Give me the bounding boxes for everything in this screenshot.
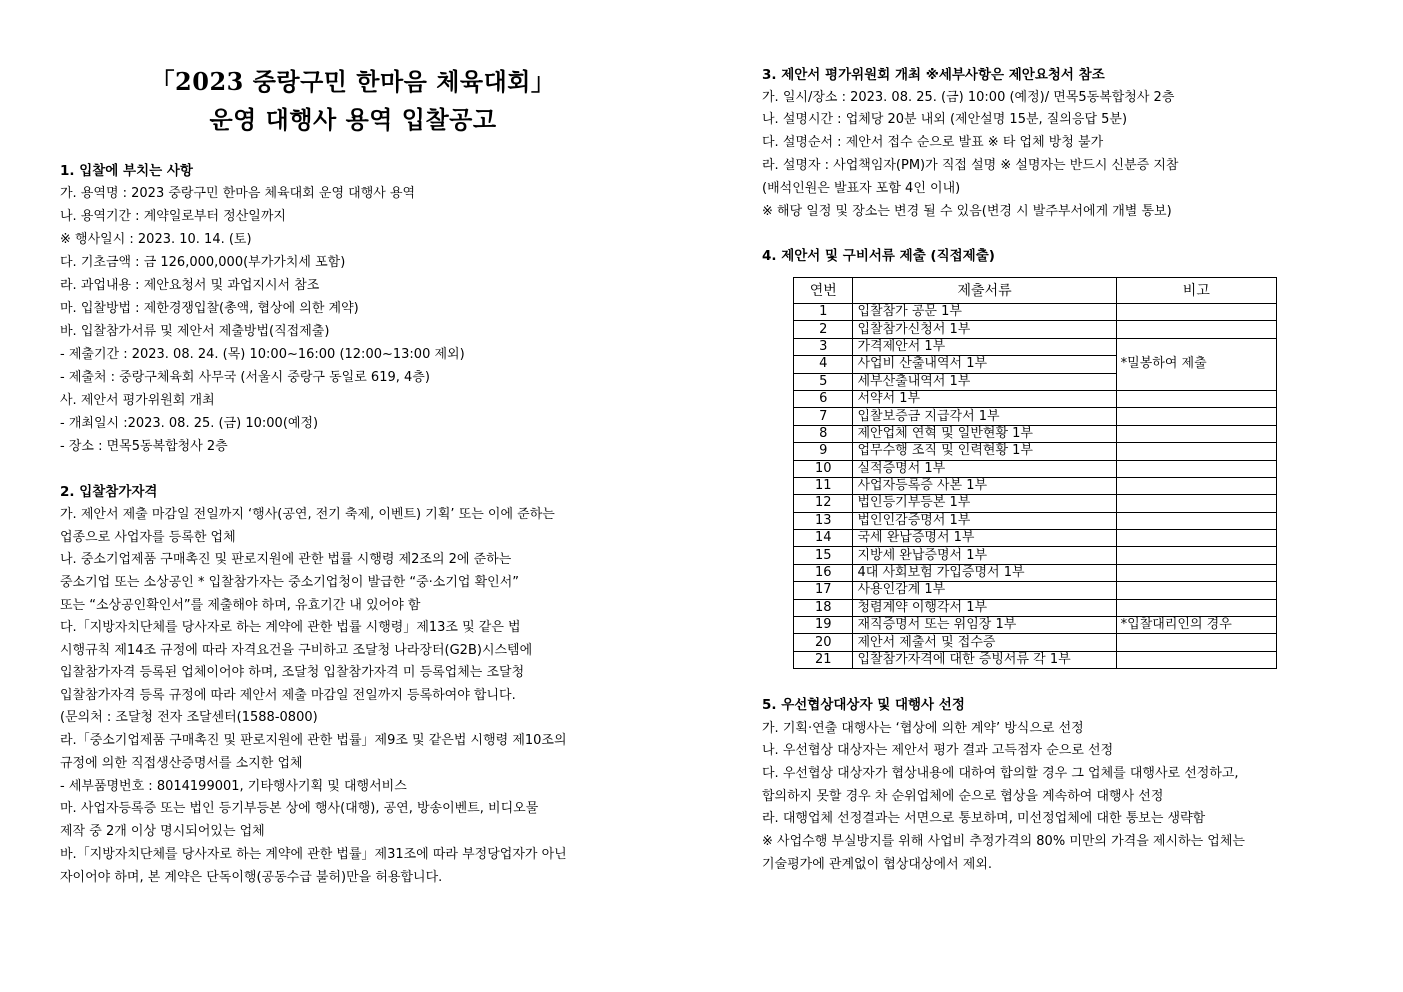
right-text-line: 가. 일시/장소 : 2023. 08. 25. (금) 10:00 (예정)/ 면목5동복합청사 2층: [762, 90, 1175, 105]
row-number: 14: [794, 530, 853, 547]
row-note: [1116, 564, 1276, 581]
table-row: [794, 495, 1277, 512]
left-text-line: 입찰참가자격 등록된 업체이어야 하며, 조달청 입찰참가자격 미 등록업체는 조달청: [60, 665, 525, 680]
table-header-row: [794, 278, 1277, 304]
left-text-line: 라. 과업내용 : 제안요청서 및 과업지시서 참조: [60, 278, 320, 293]
left-text-line: 다.「지방자치단체를 당사자로 하는 계약에 관한 법률 시행령」제13조 및 같은 법: [60, 620, 521, 635]
row-number: 3: [794, 338, 853, 355]
row-number: 6: [794, 390, 853, 407]
row-number: 10: [794, 460, 853, 477]
table-row: [794, 477, 1277, 494]
table-row: [794, 304, 1277, 321]
left-text-line: - 세부품명번호 : 8014199001, 기타행사기획 및 대행서비스: [60, 779, 407, 794]
row-number: 18: [794, 599, 853, 616]
row-note: [1116, 460, 1276, 477]
table-row: [794, 599, 1277, 616]
left-text-line: (문의처 : 조달청 전자 조달센터(1588-0800): [60, 710, 318, 725]
left-text-line: 라.「중소기업제품 구매촉진 및 판로지원에 관한 법률」제9조 및 같은법 시행령 제10조의: [60, 733, 567, 748]
row-note: *입찰대리인의 경우: [1116, 617, 1276, 634]
left-text-line: 마. 사업자등록증 또는 법인 등기부등본 상에 행사(대행), 공연, 방송이벤트, 비디오물: [60, 801, 539, 816]
left-text-line: 바. 입찰참가서류 및 제안서 제출방법(직접제출): [60, 324, 330, 339]
right-text-line: 가. 기획·연출 대행사는 ‘협상에 의한 계약’ 방식으로 선정: [762, 721, 1084, 736]
left-text-line: 또는 “소상공인확인서”를 제출해야 하며, 유효기간 내 있어야 함: [60, 598, 421, 613]
table-row: [794, 651, 1277, 668]
row-document: 세부산출내역서 1부: [853, 373, 1116, 390]
table-row: [794, 408, 1277, 425]
row-document: 법인등기부등본 1부: [853, 495, 1116, 512]
right-text-line: 다. 우선협상 대상자가 협상내용에 대하여 합의할 경우 그 업체를 대행사로 선정하고,: [762, 766, 1239, 781]
right-text-line: (배석인원은 발표자 포함 4인 이내): [762, 181, 961, 196]
row-number: 16: [794, 564, 853, 581]
left-text-line: 바.「지방자치단체를 당사자로 하는 계약에 관한 법률」제31조에 따라 부정당업자가 아닌: [60, 847, 567, 862]
left-text-line: ※ 행사일시 : 2023. 10. 14. (토): [60, 232, 252, 247]
right-section-heading: 3. 제안서 평가위원회 개최 ※세부사항은 제안요청서 참조: [762, 67, 1105, 83]
title-line-2: 운영 대행사 용역 입찰공고: [209, 105, 497, 134]
right-text-line: 다. 설명순서 : 제안서 접수 순으로 발표 ※ 타 업체 방청 불가: [762, 135, 1104, 150]
row-note: [1116, 408, 1276, 425]
row-number: 11: [794, 477, 853, 494]
title-line-1: 「2023 중랑구민 한마음 체육대회」: [150, 67, 556, 96]
left-section-heading: 2. 입찰참가자격: [60, 484, 158, 500]
right-text-line: ※ 해당 일정 및 장소는 변경 될 수 있음(변경 시 발주부서에게 개별 통보): [762, 204, 1172, 219]
table-row: [794, 547, 1277, 564]
row-document: 재직증명서 또는 위임장 1부: [853, 617, 1116, 634]
row-number: 5: [794, 373, 853, 390]
row-document: 입찰참가 공문 1부: [853, 304, 1116, 321]
row-note: [1116, 477, 1276, 494]
row-number: 12: [794, 495, 853, 512]
left-text-line: 업종으로 사업자를 등록한 업체: [60, 530, 236, 545]
table-row: [794, 582, 1277, 599]
row-document: 국세 완납증명서 1부: [853, 530, 1116, 547]
left-text-line: 가. 제안서 제출 마감일 전일까지 ‘행사(공연, 전기 축제, 이벤트) 기획’ 또는 이에 준하는: [60, 507, 555, 522]
right-section-heading: 4. 제안서 및 구비서류 제출 (직접제출): [762, 248, 995, 264]
row-document: 사용인감계 1부: [853, 582, 1116, 599]
row-note: [1116, 390, 1276, 407]
table-row: [794, 617, 1277, 634]
left-text-line: 사. 제안서 평가위원회 개최: [60, 393, 215, 408]
table-row: [794, 564, 1277, 581]
row-document: 입찰참가신청서 1부: [853, 321, 1116, 338]
row-note: [1116, 495, 1276, 512]
row-number: 15: [794, 547, 853, 564]
row-note: [1116, 634, 1276, 651]
right-text-line: 라. 설명자 : 사업책임자(PM)가 직접 설명 ※ 설명자는 반드시 신분증 지참: [762, 158, 1179, 173]
table-row: [794, 443, 1277, 460]
table-row: [794, 530, 1277, 547]
table-row: [794, 338, 1277, 355]
row-number: 1: [794, 304, 853, 321]
left-text-line: 나. 용역기간 : 계약일로부터 정산일까지: [60, 209, 286, 224]
row-number: 13: [794, 512, 853, 529]
left-text-line: 가. 용역명 : 2023 중랑구민 한마음 체육대회 운영 대행사 용역: [60, 186, 416, 201]
table-row: [794, 390, 1277, 407]
row-note: [1116, 599, 1276, 616]
left-text-line: 자이어야 하며, 본 계약은 단독이행(공동수급 불허)만을 허용합니다.: [60, 870, 443, 885]
row-number: 17: [794, 582, 853, 599]
right-section-heading: 5. 우선협상대상자 및 대행사 선정: [762, 697, 965, 713]
left-text-line: - 장소 : 면목5동복합청사 2층: [60, 439, 228, 454]
left-section-heading: 1. 입찰에 부치는 사항: [60, 163, 193, 179]
col-header-number: 연번: [794, 278, 853, 304]
right-text-line: ※ 사업수행 부실방지를 위해 사업비 추정가격의 80% 미만의 가격을 제시하는 업체는: [762, 834, 1245, 849]
left-text-line: - 제출처 : 중랑구체육회 사무국 (서울시 중랑구 동일로 619, 4층): [60, 370, 430, 385]
row-document: 실적증명서 1부: [853, 460, 1116, 477]
row-note: [1116, 425, 1276, 442]
left-text-line: - 제출기간 : 2023. 08. 24. (목) 10:00~16:00 (12:00~13:00 제외): [60, 347, 465, 362]
row-number: 2: [794, 321, 853, 338]
table-row: [794, 460, 1277, 477]
table-row: [794, 512, 1277, 529]
left-text-line: 입찰참가자격 등록 규정에 따라 제안서 제출 마감일 전일까지 등록하여야 합니다.: [60, 688, 516, 703]
row-number: 20: [794, 634, 853, 651]
row-number: 9: [794, 443, 853, 460]
row-document: 서약서 1부: [853, 390, 1116, 407]
row-note: [1116, 530, 1276, 547]
row-note: [1116, 443, 1276, 460]
row-document: 입찰참가자격에 대한 증빙서류 각 1부: [853, 651, 1116, 668]
row-document: 사업자등록증 사본 1부: [853, 477, 1116, 494]
col-header-note: 비고: [1116, 278, 1276, 304]
row-note: [1116, 547, 1276, 564]
row-document: 제안업체 연혁 및 일반현황 1부: [853, 425, 1116, 442]
table-row: [794, 425, 1277, 442]
table-row: [794, 321, 1277, 338]
row-document: 제안서 제출서 및 접수증: [853, 634, 1116, 651]
row-document: 지방세 완납증명서 1부: [853, 547, 1116, 564]
row-note: [1116, 321, 1276, 338]
row-note: [1116, 512, 1276, 529]
row-document: 법인인감증명서 1부: [853, 512, 1116, 529]
left-text-line: 마. 입찰방법 : 제한경쟁입찰(총액, 협상에 의한 계약): [60, 301, 359, 316]
left-text-line: - 개최일시 :2023. 08. 25. (금) 10:00(예정): [60, 416, 319, 431]
col-header-document: 제출서류: [853, 278, 1116, 304]
right-text-line: 기술평가에 관계없이 협상대상에서 제외.: [762, 857, 993, 872]
row-note: [1116, 651, 1276, 668]
right-text-line: 나. 설명시간 : 업체당 20분 내외 (제안설명 15분, 질의응답 5분): [762, 112, 1128, 127]
row-number: 19: [794, 617, 853, 634]
row-note: [1116, 304, 1276, 321]
row-document: 업무수행 조직 및 인력현황 1부: [853, 443, 1116, 460]
row-number: 8: [794, 425, 853, 442]
left-text-line: 규정에 의한 직접생산증명서를 소지한 업체: [60, 756, 303, 771]
left-text-line: 중소기업 또는 소상공인 * 입찰참가자는 중소기업청이 발급한 “중·소기업 확인서”: [60, 575, 520, 590]
row-document: 사업비 산출내역서 1부: [853, 356, 1116, 373]
row-number: 7: [794, 408, 853, 425]
table-row: [794, 634, 1277, 651]
right-text-line: 나. 우선협상 대상자는 제안서 평가 결과 고득점자 순으로 선정: [762, 743, 1114, 758]
row-note: *밀봉하여 제출: [1116, 338, 1276, 390]
row-note: [1116, 582, 1276, 599]
row-document: 4대 사회보험 가입증명서 1부: [853, 564, 1116, 581]
left-text-line: 다. 기초금액 : 금 126,000,000(부가가치세 포함): [60, 255, 346, 270]
row-document: 입찰보증금 지급각서 1부: [853, 408, 1116, 425]
row-number: 4: [794, 356, 853, 373]
right-text-line: 라. 대행업체 선정결과는 서면으로 통보하며, 미선정업체에 대한 통보는 생략함: [762, 811, 1206, 826]
documents-table: [793, 277, 1277, 669]
left-text-line: 나. 중소기업제품 구매촉진 및 판로지원에 관한 법률 시행령 제2조의 2에 준하는: [60, 552, 512, 567]
row-document: 가격제안서 1부: [853, 338, 1116, 355]
row-document: 청렴계약 이행각서 1부: [853, 599, 1116, 616]
row-number: 21: [794, 651, 853, 668]
right-text-line: 합의하지 못할 경우 차 순위업체에 순으로 협상을 계속하여 대행사 선정: [762, 789, 1164, 804]
left-text-line: 제작 중 2개 이상 명시되어있는 업체: [60, 824, 265, 839]
left-text-line: 시행규칙 제14조 규정에 따라 자격요건을 구비하고 조달청 나라장터(G2B)시스템에: [60, 643, 533, 658]
